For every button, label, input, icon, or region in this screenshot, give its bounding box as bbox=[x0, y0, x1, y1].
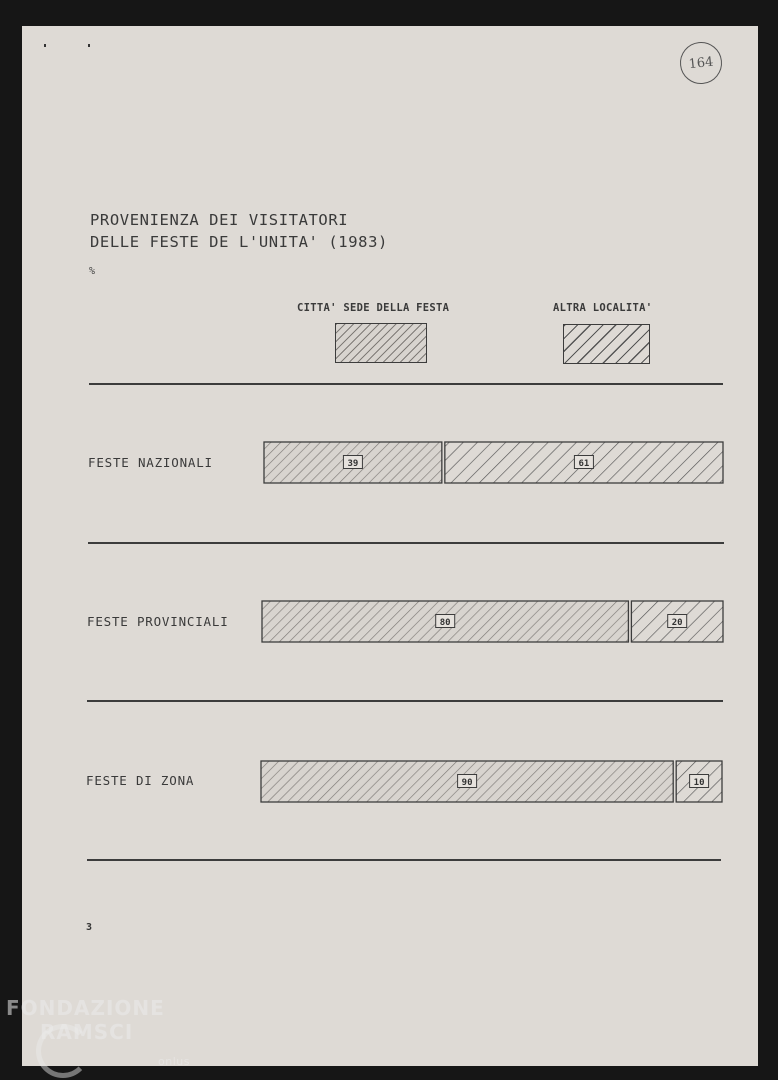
category-label-nazionali: FESTE NAZIONALI bbox=[88, 455, 213, 470]
category-label-zona: FESTE DI ZONA bbox=[86, 773, 195, 788]
title-line-2: DELLE FESTE DE L'UNITA' (1983) bbox=[90, 233, 388, 251]
legend-label-altra: ALTRA LOCALITA' bbox=[553, 302, 653, 314]
value-label-nazionali-citta: 39 bbox=[347, 459, 359, 469]
category-label-provinciali: FESTE PROVINCIALI bbox=[87, 614, 229, 629]
value-label-provinciali-altra: 20 bbox=[671, 618, 683, 628]
watermark-line-3: onlus bbox=[158, 1055, 190, 1068]
page-mark: 3 bbox=[86, 922, 93, 933]
fondazione-gramsci-watermark bbox=[6, 996, 190, 1068]
watermark-g-logo bbox=[36, 1024, 90, 1078]
watermark-line-2: RAMSCI bbox=[40, 1020, 134, 1044]
title-line-1: PROVENIENZA DEI VISITATORI bbox=[90, 211, 349, 229]
value-label-zona-citta: 90 bbox=[461, 778, 473, 788]
value-label-nazionali-altra: 61 bbox=[578, 459, 590, 469]
value-label-provinciali-citta: 80 bbox=[439, 618, 451, 628]
percent-symbol: % bbox=[89, 266, 96, 277]
page-number-stamp: 164 bbox=[678, 40, 724, 86]
legend-label-citta: CITTA' SEDE DELLA FESTA bbox=[297, 302, 450, 314]
watermark-line-1: FONDAZIONE bbox=[6, 996, 165, 1020]
value-label-zona-altra: 10 bbox=[693, 778, 705, 788]
